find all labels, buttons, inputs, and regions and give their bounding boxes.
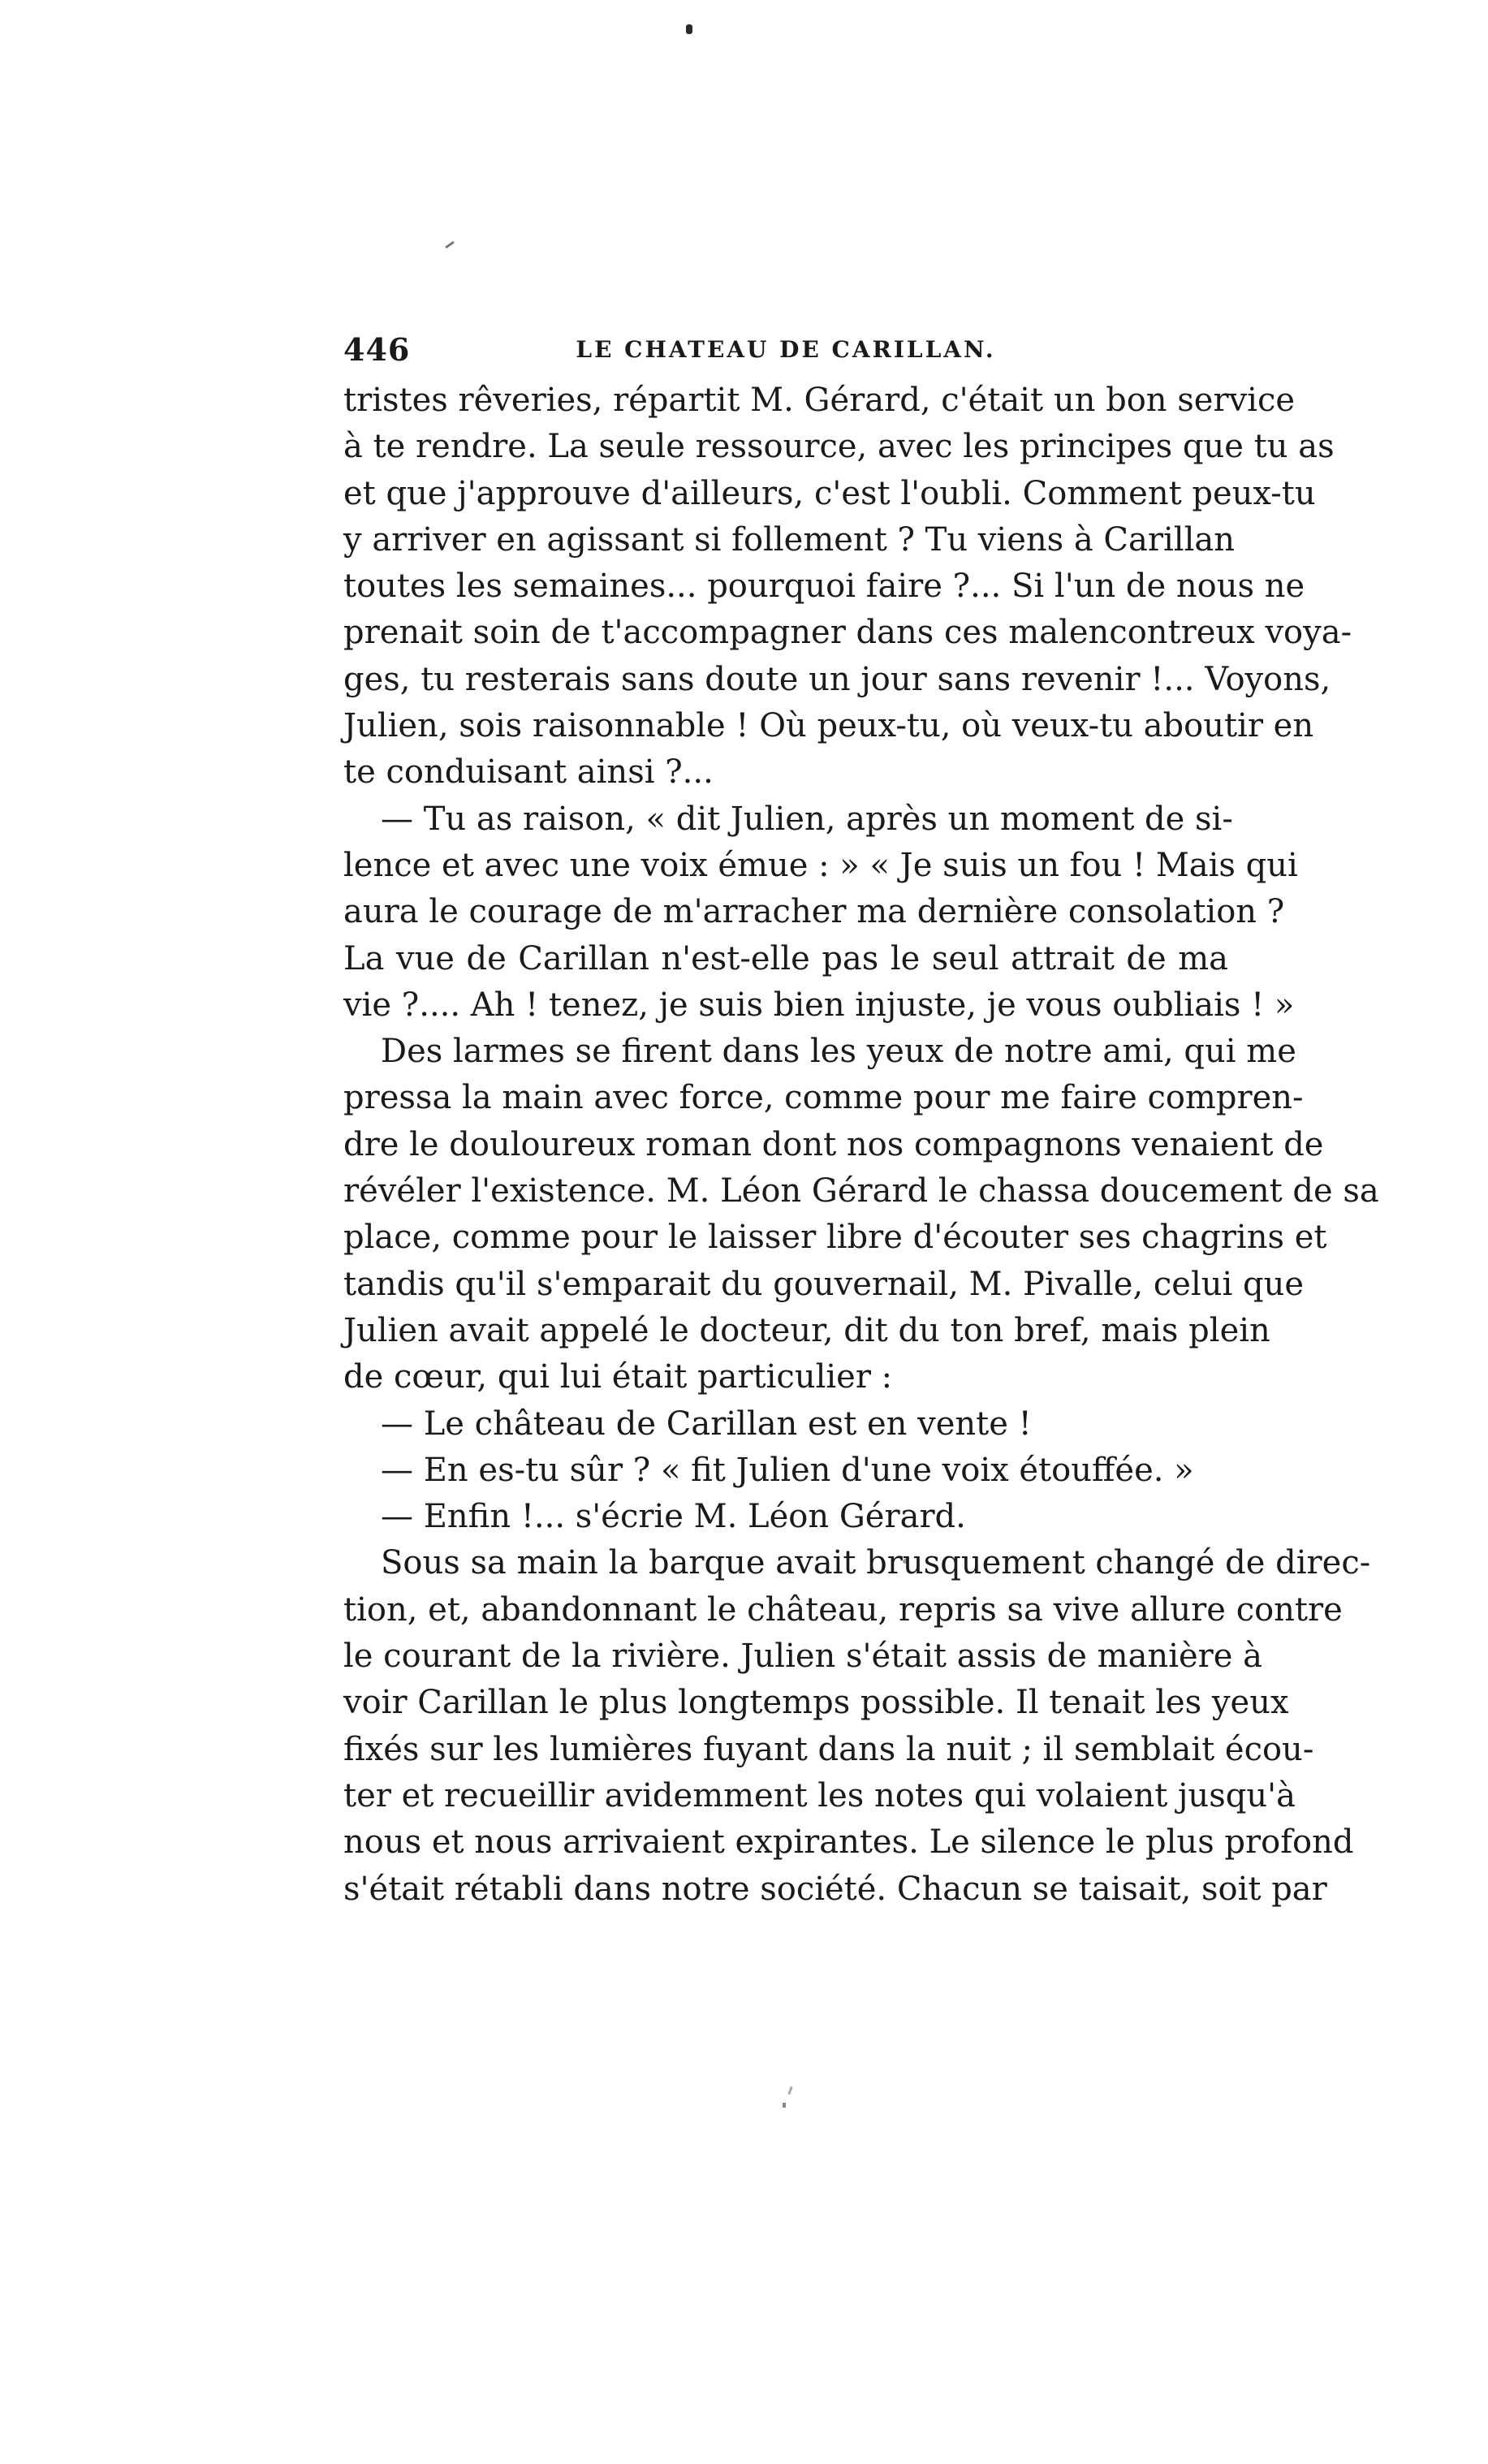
text-line: Des larmes se firent dans les yeux de notre ami, qui me bbox=[381, 1033, 1296, 1071]
text-line: lence et avec une voix émue : » « Je suis un fou ! Mais qui bbox=[343, 846, 1298, 884]
text-line: — Le château de Carillan est en vente ! bbox=[381, 1405, 1032, 1443]
text-line: Julien, sois raisonnable ! Où peux-tu, où veux-tu aboutir en bbox=[343, 707, 1314, 745]
text-line: révéler l'existence. M. Léon Gérard le chassa doucement de sa bbox=[343, 1172, 1379, 1210]
text-line: — Enfin !... s'écrie M. Léon Gérard. bbox=[381, 1498, 966, 1536]
text-line: ter et recueillir avidemment les notes qui volaient jusqu'à bbox=[343, 1776, 1296, 1815]
text-line: place, comme pour le laisser libre d'écouter ses chagrins et bbox=[343, 1219, 1327, 1257]
text-line: s'était rétabli dans notre société. Chacun se taisait, soit par bbox=[343, 1870, 1327, 1908]
text-line: prenait soin de t'accompagner dans ces malencontreux voya- bbox=[343, 614, 1352, 652]
text-line: à te rendre. La seule ressource, avec les principes que tu as bbox=[343, 428, 1335, 466]
text-line: le courant de la rivière. Julien s'était assis de manière à bbox=[343, 1638, 1263, 1676]
text-line: La vue de Carillan n'est-elle pas le seul attrait de ma bbox=[343, 939, 1228, 977]
text-line: nous et nous arrivaient expirantes. Le silence le plus profond bbox=[343, 1823, 1354, 1862]
ink-speck bbox=[783, 2103, 786, 2108]
text-line: Julien avait appelé le docteur, dit du ton bref, mais plein bbox=[343, 1311, 1270, 1349]
text-line: ges, tu resterais sans doute un jour sans revenir !... Voyons, bbox=[343, 660, 1331, 698]
text-line: te conduisant ainsi ?... bbox=[343, 753, 714, 792]
body-text bbox=[343, 378, 1379, 1913]
text-line: fixés sur les lumières fuyant dans la nuit ; il semblait écou- bbox=[343, 1730, 1314, 1768]
page-header bbox=[343, 331, 1228, 373]
running-title: LE CHATEAU DE CARILLAN. bbox=[576, 336, 996, 363]
text-line: — Tu as raison, « dit Julien, après un moment de si- bbox=[381, 800, 1233, 838]
ink-speck bbox=[445, 241, 455, 248]
ink-speck bbox=[686, 24, 692, 34]
text-line: — En es-tu sûr ? « fit Julien d'une voix étouffée. » bbox=[381, 1451, 1194, 1489]
text-line: vie ?.... Ah ! tenez, je suis bien injuste, je vous oubliais ! » bbox=[343, 986, 1295, 1024]
text-line: toutes les semaines... pourquoi faire ?... Si l'un de nous ne bbox=[343, 567, 1305, 606]
text-line: et que j'approuve d'ailleurs, c'est l'oubli. Comment peux-tu bbox=[343, 474, 1316, 512]
text-line: tristes rêveries, répartit M. Gérard, c'était un bon service bbox=[343, 382, 1296, 419]
text-line: dre le douloureux roman dont nos compagnons venaient de bbox=[343, 1125, 1324, 1163]
text-line: pressa la main avec force, comme pour me faire compren- bbox=[343, 1079, 1304, 1117]
text-line: tandis qu'il s'emparait du gouvernail, M. Pivalle, celui que bbox=[343, 1265, 1305, 1303]
text-line: de cœur, qui lui était particulier : bbox=[343, 1358, 893, 1396]
text-line: Sous sa main la barque avait brusquement changé de direc- bbox=[381, 1544, 1371, 1582]
text-line: tion, et, abandonnant le château, repris sa vive allure contre bbox=[343, 1590, 1343, 1629]
text-line: voir Carillan le plus longtemps possible. Il tenait les yeux bbox=[343, 1684, 1289, 1722]
page-number: 446 bbox=[343, 331, 411, 368]
ink-speck bbox=[787, 2086, 792, 2095]
text-line: y arriver en agissant si follement ? Tu viens à Carillan bbox=[343, 520, 1235, 559]
text-line: aura le courage de m'arracher ma dernière consolation ? bbox=[343, 893, 1285, 931]
